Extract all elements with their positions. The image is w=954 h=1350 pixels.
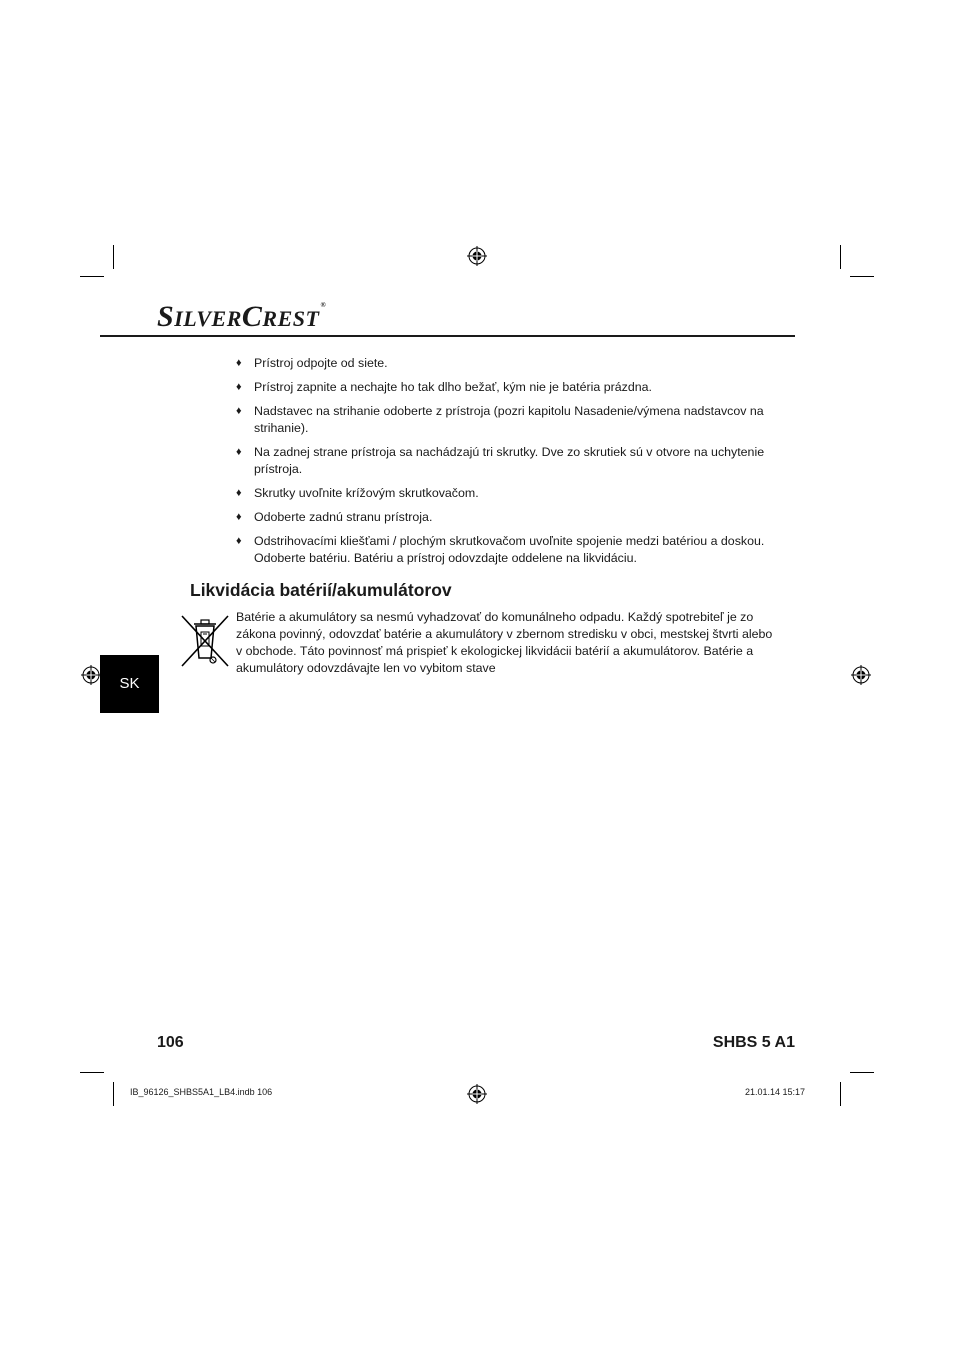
list-item-text: Odstrihovacími kliešťami / plochým skrutkovačom uvoľnite spojenie medzi batériou a doskou. Odoberte batériu. Batériu a prístroj odovzdajte oddelene na likvidáciu.	[254, 534, 765, 565]
list-item-text: Skrutky uvoľnite krížovým skrutkovačom.	[254, 486, 479, 500]
battery-disposal-text: Batérie a akumulátory sa nesmú vyhadzovať do komunálneho odpadu. Každý spotrebiteľ je zo zákona povinný, odovzdať batérie a akumulátory v zbernom stredisku v obci, mestskej štvrti alebo v obchode. Táto povinnosť má prispieť k ekologickej likvidácii batérií a akumulátorov. Batérie a akumulátory odovzdávajte len vo vybitom stave	[236, 610, 773, 675]
crop-mark-top-right-v	[840, 245, 841, 269]
page-number: 106	[157, 1034, 184, 1051]
crop-mark-bottom-left-h	[80, 1072, 104, 1073]
brand-letters: REST	[262, 306, 320, 331]
print-slug-datetime: 21.01.14 15:17	[744, 1087, 805, 1097]
crop-mark-bottom-left-v	[113, 1082, 114, 1106]
registration-mark-icon	[467, 246, 487, 266]
list-item	[236, 533, 776, 567]
brand-logo	[157, 302, 326, 332]
crop-mark-top-left-v	[113, 245, 114, 269]
list-item-text: Odoberte zadnú stranu prístroja.	[254, 510, 433, 524]
list-item-text: Na zadnej strane prístroja sa nachádzajú tri skrutky. Dve zo skrutiek sú v otvore na uchytenie prístroja.	[254, 445, 765, 476]
crop-mark-bottom-right-h	[850, 1072, 874, 1073]
brand-letter: C	[241, 300, 263, 333]
list-item-text: Nadstavec na strihanie odoberte z prístroja (pozri kapitolu Nasadenie/výmena nadstavcov na strihanie).	[254, 404, 764, 435]
registration-mark-icon	[467, 1084, 487, 1104]
diamond-bullet-icon: ♦	[236, 535, 242, 547]
list-item	[236, 355, 776, 372]
registration-mark-icon	[81, 665, 101, 685]
brand-letter: S	[157, 300, 175, 333]
list-item	[236, 379, 776, 396]
list-item-text: Prístroj odpojte od siete.	[254, 356, 388, 370]
list-item	[236, 403, 776, 437]
registered-mark: ®	[320, 301, 327, 309]
diamond-bullet-icon: ♦	[236, 405, 242, 417]
header-rule	[100, 335, 795, 337]
diamond-bullet-icon: ♦	[236, 446, 242, 458]
model-number: SHBS 5 A1	[712, 1034, 795, 1051]
list-item-text: Prístroj zapnite a nechajte ho tak dlho bežať, kým nie je batéria prázdna.	[254, 380, 652, 394]
print-slug-file: IB_96126_SHBS5A1_LB4.indb 106	[130, 1087, 273, 1097]
registration-mark-icon	[851, 665, 871, 685]
crossed-out-bin-icon	[180, 614, 230, 668]
diamond-bullet-icon: ♦	[236, 487, 242, 499]
diamond-bullet-icon: ♦	[236, 357, 242, 369]
crop-mark-bottom-right-v	[840, 1082, 841, 1106]
crop-mark-top-right-h	[850, 276, 874, 277]
list-item	[236, 444, 776, 478]
diamond-bullet-icon: ♦	[236, 381, 242, 393]
list-item	[236, 485, 776, 502]
list-item	[236, 509, 776, 526]
diamond-bullet-icon: ♦	[236, 511, 242, 523]
section-title: Likvidácia batérií/akumulátorov	[190, 580, 452, 600]
crop-mark-top-left-h	[80, 276, 104, 277]
brand-letters: ILVER	[174, 306, 242, 331]
instruction-list	[236, 355, 776, 574]
language-tab: SK	[100, 655, 159, 713]
